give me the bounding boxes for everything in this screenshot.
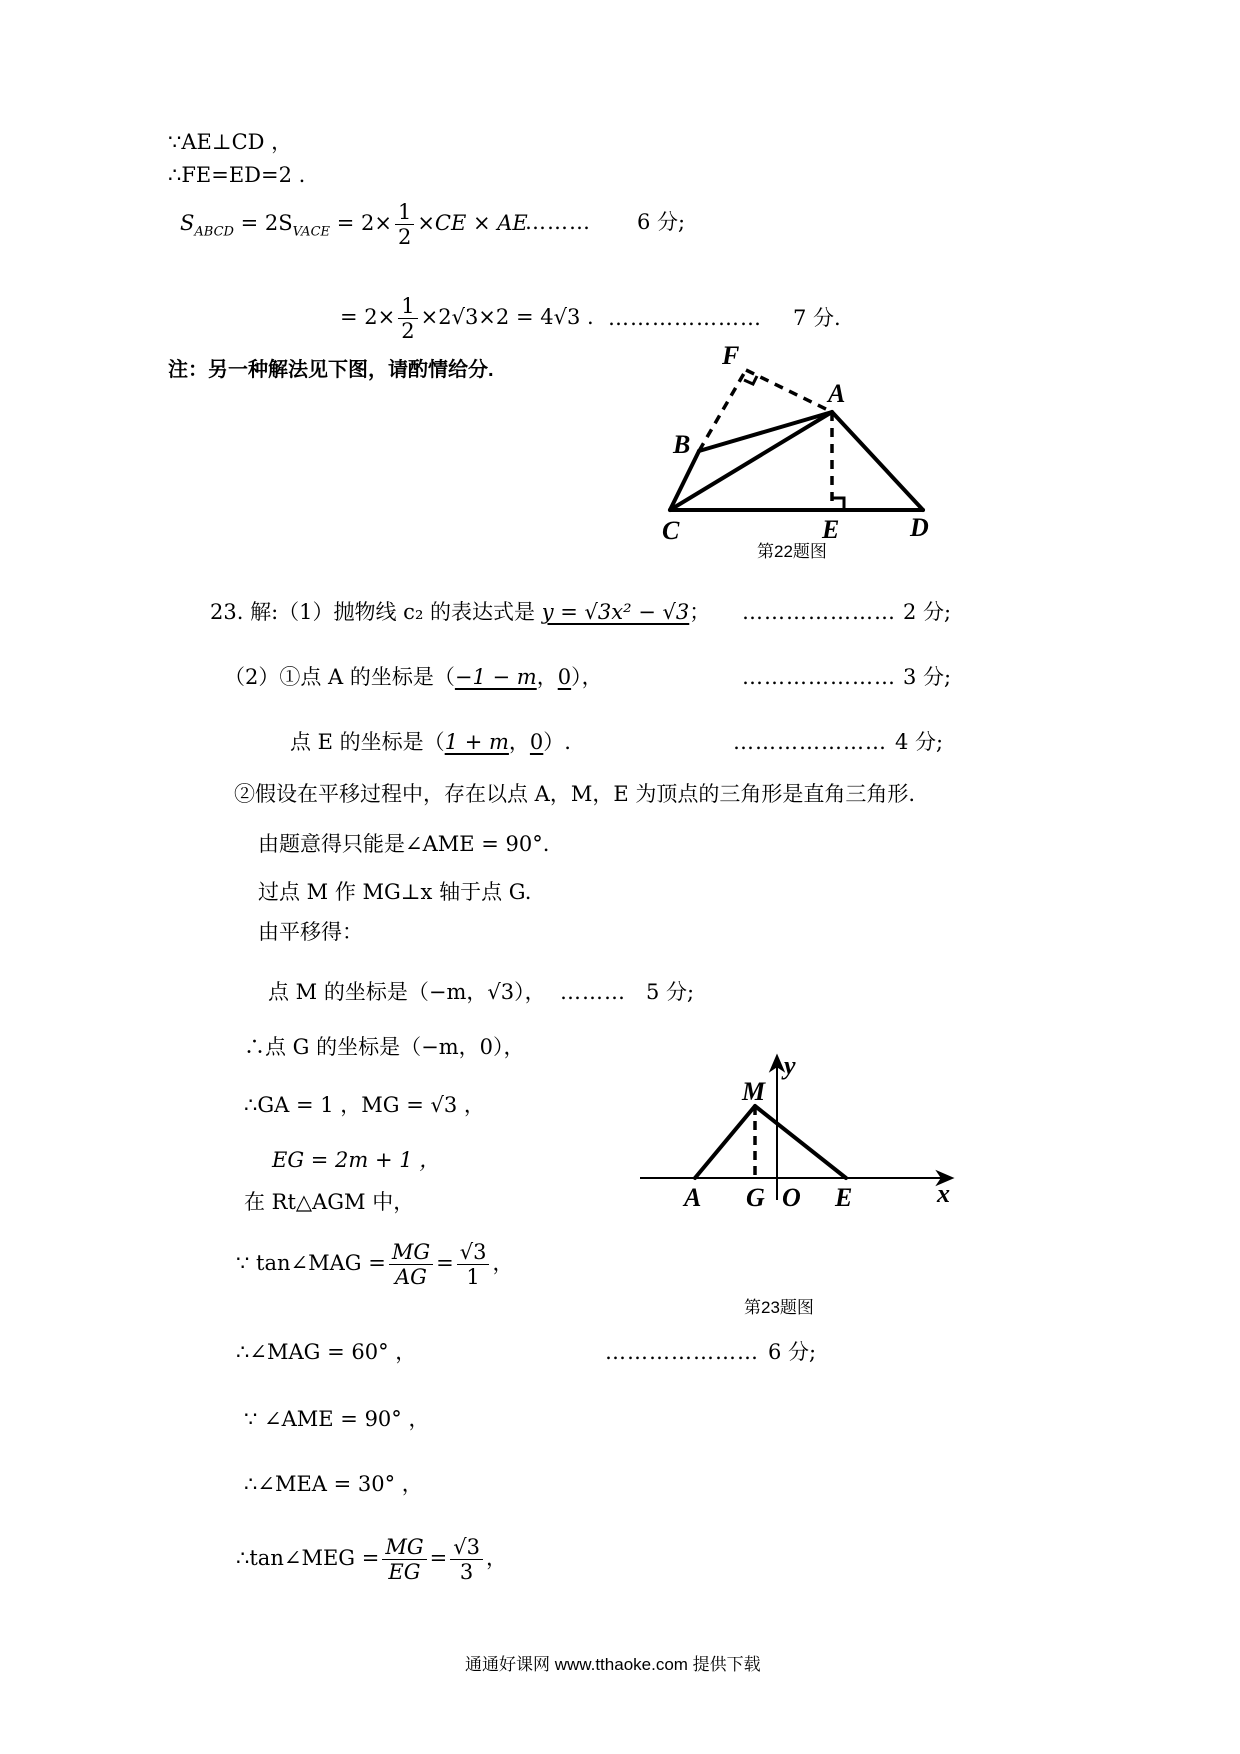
tan-meg-f1-num: MG [382,1535,426,1560]
tan-mag-f2-den: 1 [466,1265,480,1290]
q23-p1-expression: y = √3x² − √3 [541,600,690,624]
area-s: S [180,211,195,236]
area-frac-num: 1 [395,200,414,225]
fig22-caption: 第22题图 [757,542,827,561]
tan-mag-end: ， [492,1251,514,1276]
figure-22 [640,340,940,560]
tan-meg-frac2 [450,1535,483,1584]
eq2-frac-den: 2 [401,319,415,344]
q22-fe-ed-line: ∴FE=ED=2 . [168,163,306,187]
q23-point-a [224,665,603,690]
tan-mag-lhs: ∵ tan∠MAG = [236,1251,386,1276]
q23-angle-mea: ∴∠MEA = 30° ， [244,1472,423,1496]
tan-meg-end: ， [485,1546,507,1571]
tan-mag-eq: = [436,1251,454,1276]
q23-by-translation: 由平移得： [258,920,363,944]
dots-4: ………………… [733,730,887,754]
q23-p1-suffix: ； [689,600,711,624]
label-y: y [784,1051,796,1080]
area-sub-abcd: ABCD [194,224,234,240]
q23-part1 [210,600,710,625]
q23-point-m: 点 M 的坐标是（−m，√3）， [268,980,546,1004]
point-e-sep: ， [508,730,530,754]
footer-source: 通通好课网 www.tthaoke.com 提供下载 [465,1655,761,1674]
dots-2: ………………… [742,600,896,624]
dots-7-q22: ………………… [608,306,762,330]
q23-draw-mg: 过点 M 作 MG⊥x 轴于点 G. [258,880,532,904]
q23-rt-triangle: 在 Rt△AGM 中， [244,1190,415,1214]
q22-area-equation [180,200,528,249]
q23-tan-meg [236,1535,507,1584]
eq2-fraction [398,294,417,343]
label-f: F [722,341,740,370]
dashed-fa [746,370,832,412]
label-g: G [746,1183,765,1210]
tan-meg-frac1 [382,1535,426,1584]
q23-assumption: ②假设在平移过程中，存在以点 A，M，E 为顶点的三角形是直角三角形. [234,782,916,806]
q22-perp-line: ∵AE⊥CD ， [168,130,293,154]
tan-meg-f1-den: EG [388,1560,421,1585]
point-e-x: 1 + m [444,730,509,754]
q23-point-e [290,730,571,755]
label-a: A [828,379,846,408]
dots-3: ………………… [742,665,896,689]
area-rest: = 2S [240,211,293,236]
tan-mag-f1-den: AG [395,1265,427,1290]
q23-lengths: ∴GA = 1 ，MG = √3 ， [244,1093,485,1117]
label-b: B [673,430,691,459]
score-6-q22: 6 分; [637,210,686,234]
area-frac-den: 2 [397,225,412,250]
score-3: 3 分; [903,665,952,689]
label-d: D [910,513,929,542]
score-4: 4 分; [895,730,944,754]
score-6: 6 分; [768,1340,817,1364]
q22-second-equation [340,294,594,343]
label-e: E [822,515,840,544]
point-a-x: −1 − m [454,665,537,689]
area-fraction [395,200,414,249]
q22-note: 注：另一种解法见下图，请酌情给分. [168,359,494,381]
dots-5: ……… [560,980,626,1004]
point-a-y: 0 [557,665,572,689]
eq2-b: ×2√3×2 = 4√3 . [420,305,594,330]
area-tail-a: = 2× [336,211,392,236]
q23-only-angle: 由题意得只能是∠AME = 90°. [258,832,550,856]
point-e-y: 0 [529,730,544,754]
label-o: O [782,1183,801,1210]
segment-am [695,1106,755,1178]
point-e-suffix: ）. [543,730,571,754]
label-m: M [742,1077,766,1106]
q23-angle-mag: ∴∠MAG = 60° ， [236,1340,417,1364]
eq2-a: = 2× [340,305,396,330]
score-5: 5 分; [646,980,695,1004]
label-x: x [937,1179,950,1208]
label-c: C [662,516,680,545]
q23-angle-ame: ∵ ∠AME = 90° ， [244,1407,430,1431]
q23-p1-prefix: 23. 解:（1）抛物线 c₂ 的表达式是 [210,600,536,624]
tan-mag-f1-num: MG [389,1240,433,1265]
tan-mag-frac2 [457,1240,490,1289]
label-e23: E [835,1183,853,1210]
q23-point-g: ∴点 G 的坐标是（−m，0）， [244,1035,525,1059]
eq2-frac-num: 1 [398,294,417,319]
score-7-q22: 7 分. [793,306,841,330]
segment-me [755,1106,846,1178]
q23-tan-mag [236,1240,513,1289]
area-tail-b: ×CE × AE [417,211,528,236]
tan-meg-f2-num: √3 [450,1535,483,1560]
label-a23: A [684,1183,702,1210]
segment-ad [832,412,923,510]
tan-meg-eq: = [429,1546,448,1571]
tan-meg-lhs: ∴tan∠MEG = [236,1546,380,1571]
dots-6-q22: ……… [525,210,591,234]
point-e-prefix: 点 E 的坐标是（ [290,730,445,754]
tan-mag-f2-num: √3 [457,1240,490,1265]
fig23-caption: 第23题图 [744,1298,814,1317]
point-a-sep: ， [536,665,558,689]
score-2: 2 分; [903,600,952,624]
area-sub-ace: VACE [292,224,331,240]
point-a-suffix: ）， [571,665,603,689]
tan-mag-frac1 [389,1240,433,1289]
dots-6: ………………… [605,1340,759,1364]
tan-meg-f2-den: 3 [459,1560,474,1585]
right-angle-f [744,376,757,384]
figure-23 [630,1050,960,1210]
q23-eg-length: EG = 2m + 1 ， [272,1148,441,1172]
point-a-prefix: （2）①点 A 的坐标是（ [224,665,455,689]
